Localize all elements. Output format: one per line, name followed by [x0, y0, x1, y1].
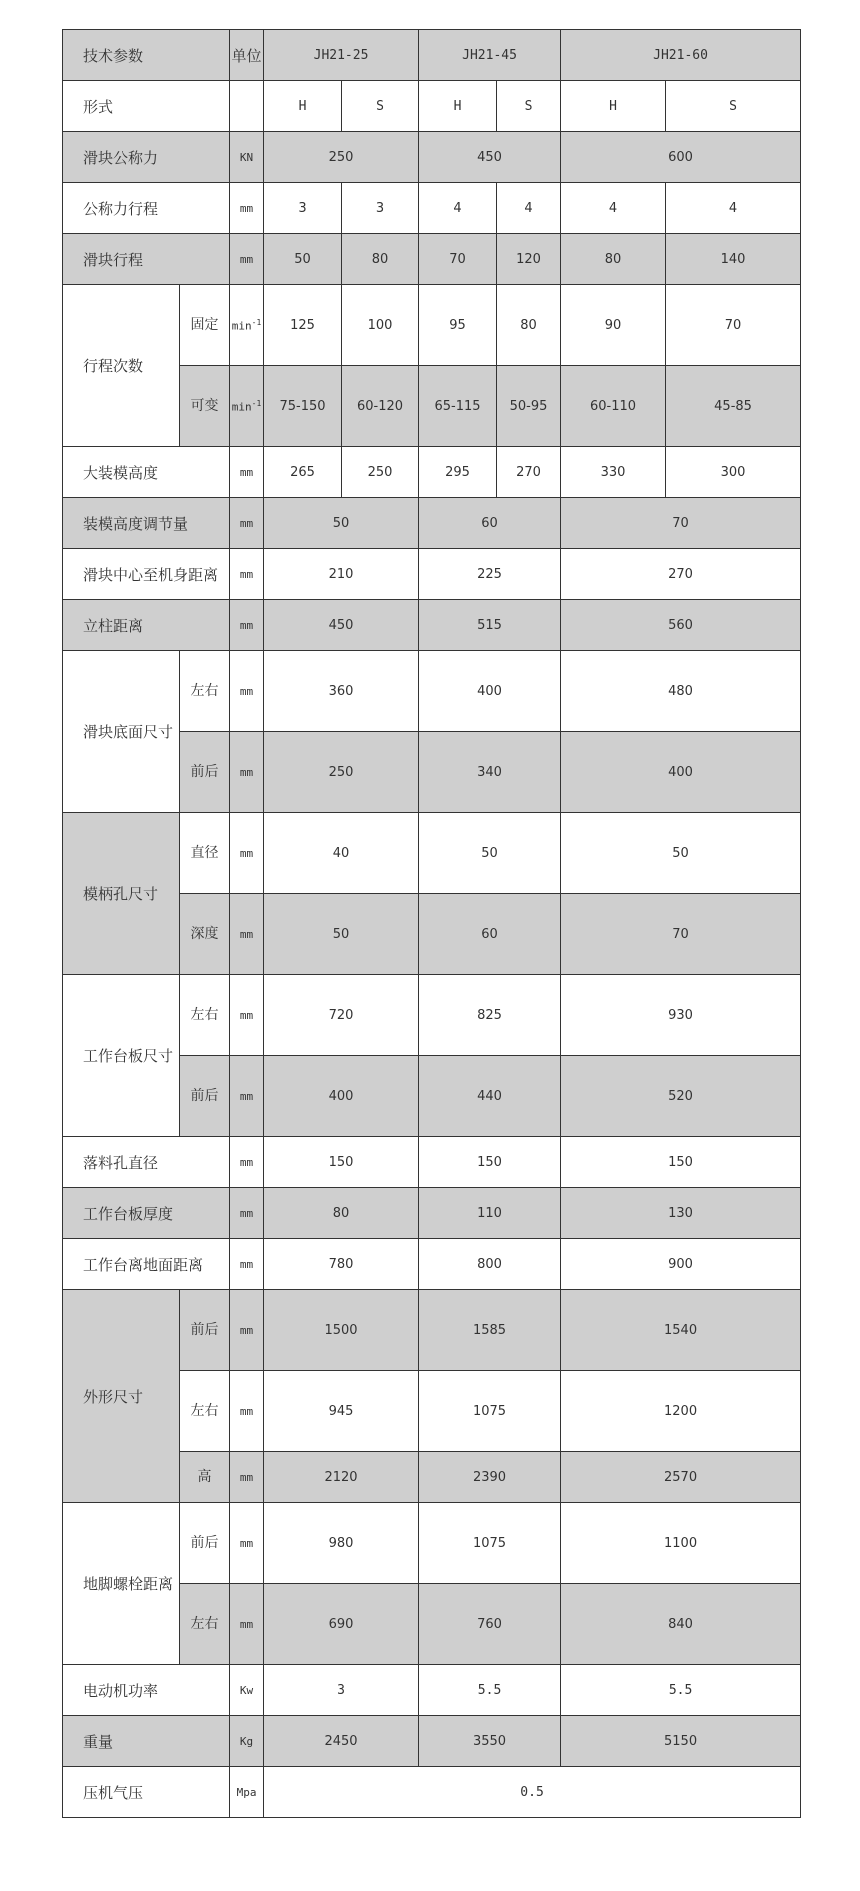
model-header: JH21-60 — [561, 30, 801, 81]
row-label: 模柄孔尺寸 — [63, 813, 180, 975]
row-label: 滑块中心至机身距离 — [63, 549, 230, 600]
table-row — [63, 447, 801, 498]
value-cell: 450 — [264, 600, 419, 651]
sub-label: 可变 — [180, 366, 230, 447]
unit-cell: mm — [230, 234, 264, 285]
value-cell: 50 — [264, 498, 419, 549]
model-header: JH21-25 — [264, 30, 419, 81]
spec-table — [62, 29, 801, 1818]
unit-cell: mm — [230, 1188, 264, 1239]
sub-label: 前后 — [180, 1290, 230, 1371]
table-row — [63, 1188, 801, 1239]
value-cell: 5.5 — [561, 1665, 801, 1716]
table-row — [63, 1716, 801, 1767]
value-cell: 520 — [561, 1056, 801, 1137]
value-cell: 690 — [264, 1584, 419, 1665]
value-cell: 760 — [419, 1584, 561, 1665]
value-cell: 250 — [342, 447, 419, 498]
unit-cell: mm — [230, 1056, 264, 1137]
value-cell: 720 — [264, 975, 419, 1056]
value-cell: 50-95 — [497, 366, 561, 447]
value-cell: 3 — [342, 183, 419, 234]
value-cell: 60 — [419, 894, 561, 975]
row-label: 滑块行程 — [63, 234, 230, 285]
table-row — [63, 1290, 801, 1371]
sub-label: 左右 — [180, 651, 230, 732]
value-cell: 75-150 — [264, 366, 342, 447]
value-cell: 560 — [561, 600, 801, 651]
model-header: JH21-45 — [419, 30, 561, 81]
sub-label: 直径 — [180, 813, 230, 894]
sub-label: 左右 — [180, 975, 230, 1056]
unit-cell: mm — [230, 1452, 264, 1503]
value-cell: 515 — [419, 600, 561, 651]
value-cell: 40 — [264, 813, 419, 894]
table-row — [63, 549, 801, 600]
value-cell: 1200 — [561, 1371, 801, 1452]
value-cell: 60-120 — [342, 366, 419, 447]
row-label: 工作台板厚度 — [63, 1188, 230, 1239]
value-cell: 50 — [561, 813, 801, 894]
row-label: 行程次数 — [63, 285, 180, 447]
row-label: 大装模高度 — [63, 447, 230, 498]
table-row — [63, 975, 801, 1056]
value-cell: 80 — [561, 234, 666, 285]
value-cell: 900 — [561, 1239, 801, 1290]
value-cell: 1075 — [419, 1503, 561, 1584]
value-cell: 2570 — [561, 1452, 801, 1503]
value-cell: 360 — [264, 651, 419, 732]
table-row — [63, 1767, 801, 1818]
value-cell: 5.5 — [419, 1665, 561, 1716]
value-cell: 140 — [666, 234, 801, 285]
row-label: 滑块公称力 — [63, 132, 230, 183]
table-row — [63, 285, 801, 366]
unit-cell: mm — [230, 813, 264, 894]
value-cell: 980 — [264, 1503, 419, 1584]
table-row — [63, 234, 801, 285]
value-cell: S — [666, 81, 801, 132]
value-cell: 4 — [419, 183, 497, 234]
unit-cell: Mpa — [230, 1767, 264, 1818]
value-cell: 90 — [561, 285, 666, 366]
header-row — [63, 30, 801, 81]
unit-cell: mm — [230, 498, 264, 549]
value-cell: 1540 — [561, 1290, 801, 1371]
value-cell: 80 — [497, 285, 561, 366]
value-cell: 225 — [419, 549, 561, 600]
unit-cell: mm — [230, 600, 264, 651]
param-header: 技术参数 — [63, 30, 230, 81]
unit-cell: mm — [230, 1371, 264, 1452]
unit-cell: mm — [230, 894, 264, 975]
unit-cell: mm — [230, 447, 264, 498]
value-cell: 330 — [561, 447, 666, 498]
value-cell: 100 — [342, 285, 419, 366]
value-cell: 1075 — [419, 1371, 561, 1452]
value-cell: 210 — [264, 549, 419, 600]
value-cell: 945 — [264, 1371, 419, 1452]
table-row — [63, 183, 801, 234]
row-label: 公称力行程 — [63, 183, 230, 234]
value-cell: 5150 — [561, 1716, 801, 1767]
sub-label: 左右 — [180, 1371, 230, 1452]
value-cell: 440 — [419, 1056, 561, 1137]
table-row — [63, 1503, 801, 1584]
unit-cell: $\min^{-1}$ — [230, 285, 264, 366]
value-cell: 130 — [561, 1188, 801, 1239]
value-cell: 400 — [264, 1056, 419, 1137]
value-cell: 3 — [264, 183, 342, 234]
value-cell: 60-110 — [561, 366, 666, 447]
value-cell: 60 — [419, 498, 561, 549]
table-row — [63, 1137, 801, 1188]
table-row — [63, 132, 801, 183]
value-cell: 3 — [264, 1665, 419, 1716]
value-cell: 295 — [419, 447, 497, 498]
value-cell: 825 — [419, 975, 561, 1056]
value-cell: 2450 — [264, 1716, 419, 1767]
value-cell: H — [264, 81, 342, 132]
value-cell: 50 — [264, 894, 419, 975]
table-row — [63, 600, 801, 651]
value-cell: 480 — [561, 651, 801, 732]
unit-cell: mm — [230, 183, 264, 234]
value-cell: H — [561, 81, 666, 132]
value-cell: H — [419, 81, 497, 132]
unit-cell: mm — [230, 1137, 264, 1188]
value-cell: 450 — [419, 132, 561, 183]
value-cell: 70 — [666, 285, 801, 366]
value-cell: 65-115 — [419, 366, 497, 447]
row-label: 工作台离地面距离 — [63, 1239, 230, 1290]
value-cell: 4 — [497, 183, 561, 234]
value-cell: 125 — [264, 285, 342, 366]
table-row — [63, 813, 801, 894]
value-cell: 1500 — [264, 1290, 419, 1371]
value-cell: 800 — [419, 1239, 561, 1290]
value-cell: 1585 — [419, 1290, 561, 1371]
row-label: 装模高度调节量 — [63, 498, 230, 549]
unit-cell: Kg — [230, 1716, 264, 1767]
value-cell: S — [497, 81, 561, 132]
unit-cell — [230, 81, 264, 132]
value-cell: 150 — [419, 1137, 561, 1188]
sub-label: 深度 — [180, 894, 230, 975]
value-cell: 270 — [497, 447, 561, 498]
row-label: 滑块底面尺寸 — [63, 651, 180, 813]
value-cell: S — [342, 81, 419, 132]
unit-cell: KN — [230, 132, 264, 183]
value-cell: 265 — [264, 447, 342, 498]
value-cell: 80 — [342, 234, 419, 285]
value-cell: 110 — [419, 1188, 561, 1239]
sub-label: 固定 — [180, 285, 230, 366]
unit-cell: $\min^{-1}$ — [230, 366, 264, 447]
value-cell: 120 — [497, 234, 561, 285]
unit-cell: Kw — [230, 1665, 264, 1716]
unit-cell: mm — [230, 549, 264, 600]
value-cell: 50 — [264, 234, 342, 285]
sub-label: 前后 — [180, 1056, 230, 1137]
row-label: 外形尺寸 — [63, 1290, 180, 1503]
value-cell: 4 — [561, 183, 666, 234]
value-cell: 150 — [561, 1137, 801, 1188]
value-cell: 3550 — [419, 1716, 561, 1767]
unit-cell: mm — [230, 1584, 264, 1665]
row-label: 工作台板尺寸 — [63, 975, 180, 1137]
value-cell: 80 — [264, 1188, 419, 1239]
value-cell: 300 — [666, 447, 801, 498]
value-cell: 250 — [264, 132, 419, 183]
value-cell: 400 — [561, 732, 801, 813]
value-cell: 70 — [561, 498, 801, 549]
row-label: 形式 — [63, 81, 230, 132]
unit-cell: mm — [230, 732, 264, 813]
sub-label: 高 — [180, 1452, 230, 1503]
value-cell: 780 — [264, 1239, 419, 1290]
table-row — [63, 81, 801, 132]
table-row — [63, 1665, 801, 1716]
row-label: 电动机功率 — [63, 1665, 230, 1716]
value-cell: 400 — [419, 651, 561, 732]
value-cell: 340 — [419, 732, 561, 813]
unit-cell: mm — [230, 1290, 264, 1371]
table-row — [63, 1239, 801, 1290]
value-cell: 2120 — [264, 1452, 419, 1503]
value-cell: 95 — [419, 285, 497, 366]
value-cell: 150 — [264, 1137, 419, 1188]
unit-cell: mm — [230, 1503, 264, 1584]
value-cell: 45-85 — [666, 366, 801, 447]
value-cell: 70 — [561, 894, 801, 975]
unit-cell: mm — [230, 651, 264, 732]
value-cell: 930 — [561, 975, 801, 1056]
value-cell: 70 — [419, 234, 497, 285]
unit-header: 单位 — [230, 30, 264, 81]
sub-label: 前后 — [180, 1503, 230, 1584]
row-label: 地脚螺栓距离 — [63, 1503, 180, 1665]
value-cell: 600 — [561, 132, 801, 183]
table-row — [63, 498, 801, 549]
value-cell: 840 — [561, 1584, 801, 1665]
value-cell: 270 — [561, 549, 801, 600]
unit-cell: mm — [230, 1239, 264, 1290]
value-cell: 1100 — [561, 1503, 801, 1584]
sub-label: 前后 — [180, 732, 230, 813]
row-label: 落料孔直径 — [63, 1137, 230, 1188]
value-cell: 2390 — [419, 1452, 561, 1503]
value-cell: 250 — [264, 732, 419, 813]
unit-cell: mm — [230, 975, 264, 1056]
table-row — [63, 651, 801, 732]
row-label: 压机气压 — [63, 1767, 230, 1818]
value-cell: 50 — [419, 813, 561, 894]
value-cell: 4 — [666, 183, 801, 234]
row-label: 立柱距离 — [63, 600, 230, 651]
value-cell: 0.5 — [264, 1767, 801, 1818]
row-label: 重量 — [63, 1716, 230, 1767]
sub-label: 左右 — [180, 1584, 230, 1665]
